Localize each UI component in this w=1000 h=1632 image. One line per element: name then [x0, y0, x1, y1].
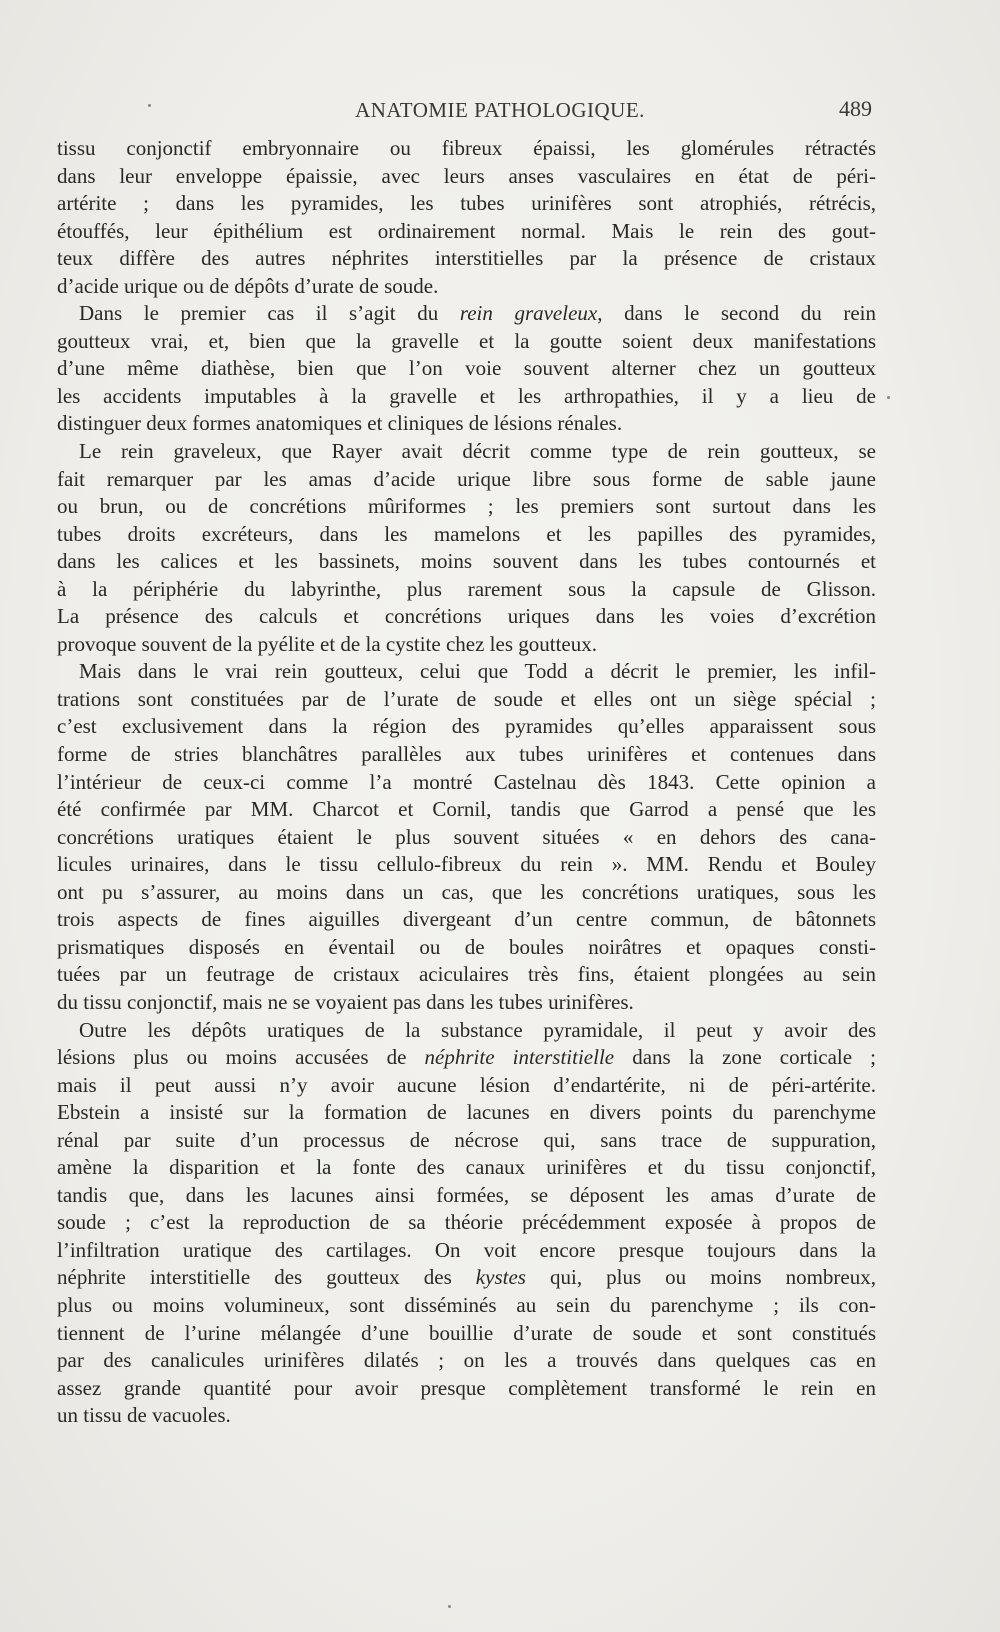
text-line: les accidents imputables à la gravelle et les arthropathies, il y a lieu de — [57, 383, 876, 408]
text-line: l’intérieur de ceux-ci comme l’a montré Castelnau dès 1843. Cette opinion a — [57, 769, 876, 794]
italic-term: kystes — [475, 1265, 526, 1290]
text-line: tissu conjonctif embryonnaire ou fibreux épaissi, les glomérules rétractés — [57, 136, 876, 160]
text-line: forme de stries blanchâtres parallèles aux tubes urinifères et contenues dans — [57, 742, 876, 767]
text-line: amène la disparition et la fonte des canaux urinifères et du tissu conjonctif, — [57, 1155, 876, 1180]
paper-speck — [448, 1605, 451, 1608]
italic-term: rein graveleux — [459, 301, 598, 326]
text-line: prismatiques disposés en éventail ou de boules noirâtres et opaques consti- — [57, 934, 876, 959]
text-line: plus ou moins volumineux, sont disséminés au sein du parenchyme ; ils con- — [57, 1292, 876, 1317]
text-segment: qui, plus ou moins nombreux, — [525, 1265, 876, 1290]
text-line: artérite ; dans les pyramides, les tubes urinifères sont atrophiés, rétrécis, — [57, 191, 876, 216]
text-line-mixed — [57, 300, 876, 328]
text-line: à la périphérie du labyrinthe, plus rarement sous la capsule de Glisson. — [57, 576, 876, 601]
text-line: dans les calices et les bassinets, moins souvent dans les tubes contournés et — [57, 549, 876, 574]
text-line: d’une même diathèse, bien que l’on voie souvent alterner chez un goutteux — [57, 356, 876, 381]
text-line: tuées par un feutrage de cristaux aciculaires très fins, étaient plongées au sein — [57, 962, 876, 987]
text-line: étouffés, leur épithélium est ordinairement normal. Mais le rein des gout- — [57, 218, 876, 243]
text-line: du tissu conjonctif, mais ne se voyaient pas dans les tubes urinifères. — [57, 989, 634, 1014]
text-line: concrétions uratiques étaient le plus souvent situées « en dehors des cana- — [57, 824, 876, 849]
text-line: distinguer deux formes anatomiques et cliniques de lésions rénales. — [57, 411, 623, 436]
text-line: c’est exclusivement dans la région des pyramides qu’elles apparaissent sous — [57, 714, 876, 739]
paper-speck — [148, 104, 151, 107]
text-line: trois aspects de fines aiguilles divergeant d’un centre commun, de bâtonnets — [57, 907, 876, 932]
paper-speck — [887, 396, 890, 399]
text-line: La présence des calculs et concrétions uriques dans les voies d’excrétion — [57, 604, 876, 629]
text-line: licules urinaires, dans le tissu cellulo-fibreux du rein ». MM. Rendu et Bouley — [57, 852, 876, 877]
running-head — [0, 98, 1000, 128]
text-line: d’acide urique ou de dépôts d’urate de soude. — [57, 273, 439, 298]
text-line: tandis que, dans les lacunes ainsi formées, se déposent les amas d’urate de — [57, 1182, 876, 1207]
text-line: un tissu de vacuoles. — [57, 1403, 231, 1428]
text-line: tubes droits excréteurs, dans les mamelons et les papilles des pyramides, — [57, 521, 876, 546]
text-line: tiennent de l’urine mélangée d’une bouillie d’urate de soude et sont constitués — [57, 1320, 876, 1345]
text-line: ou brun, ou de concrétions mûriformes ; les premiers sont surtout dans les — [57, 494, 876, 519]
text-line: provoque souvent de la pyélite et de la cystite chez les goutteux. — [57, 631, 597, 656]
text-segment: lésions plus ou moins accusées de — [57, 1045, 425, 1070]
text-line: trations sont constituées par de l’urate de soude et elles ont un siège spécial ; — [57, 686, 876, 711]
text-line: rénal par suite d’un processus de nécrose qui, sans trace de suppuration, — [57, 1127, 876, 1152]
text-line-mixed — [57, 1264, 876, 1292]
text-line: Ebstein a insisté sur la formation de lacunes en divers points du parenchyme — [57, 1100, 876, 1125]
text-line: goutteux vrai, et, bien que la gravelle et la goutte soient deux manifestations — [57, 328, 876, 353]
text-line: Le rein graveleux, que Rayer avait décrit comme type de rein goutteux, se — [79, 439, 876, 464]
text-line: fait remarquer par les amas d’acide urique libre sous forme de sable jaune — [57, 466, 876, 491]
text-line: mais il peut aussi n’y avoir aucune lésion d’endartérite, ni de péri-artérite. — [57, 1072, 876, 1097]
text-line-mixed — [57, 1044, 876, 1072]
text-line: teux diffère des autres néphrites interstitielles par la présence de cristaux — [57, 246, 876, 271]
text-line: soude ; c’est la reproduction de sa théorie précédemment exposée à propos de — [57, 1210, 876, 1235]
text-line: ont pu s’assurer, au moins dans un cas, que les concrétions uratiques, sous les — [57, 879, 876, 904]
running-title: ANATOMIE PATHOLOGIQUE. — [355, 98, 645, 122]
text-line: Mais dans le vrai rein goutteux, celui que Todd a décrit le premier, les infil- — [79, 659, 876, 684]
text-line: Outre les dépôts uratiques de la substance pyramidale, il peut y avoir des — [79, 1017, 876, 1042]
text-line: par des canalicules urinifères dilatés ; on les a trouvés dans quelques cas en — [57, 1348, 876, 1373]
body-text — [57, 135, 876, 1430]
text-segment: dans la zone corticale ; — [614, 1045, 876, 1070]
text-line: dans leur enveloppe épaissie, avec leurs anses vasculaires en état de péri- — [57, 163, 876, 188]
text-segment: néphrite interstitielle des goutteux des — [57, 1265, 476, 1290]
text-segment: Dans le premier cas il s’agit du — [79, 301, 460, 326]
text-line: été confirmée par MM. Charcot et Cornil, tandis que Garrod a pensé que les — [57, 797, 876, 822]
text-line: l’infiltration uratique des cartilages. On voit encore presque toujours dans la — [57, 1237, 876, 1262]
text-segment: , dans le second du rein — [597, 301, 876, 326]
italic-term: néphrite interstitielle — [424, 1045, 615, 1070]
page-number: 489 — [839, 96, 872, 121]
text-line: assez grande quantité pour avoir presque complètement transformé le rein en — [57, 1375, 876, 1400]
